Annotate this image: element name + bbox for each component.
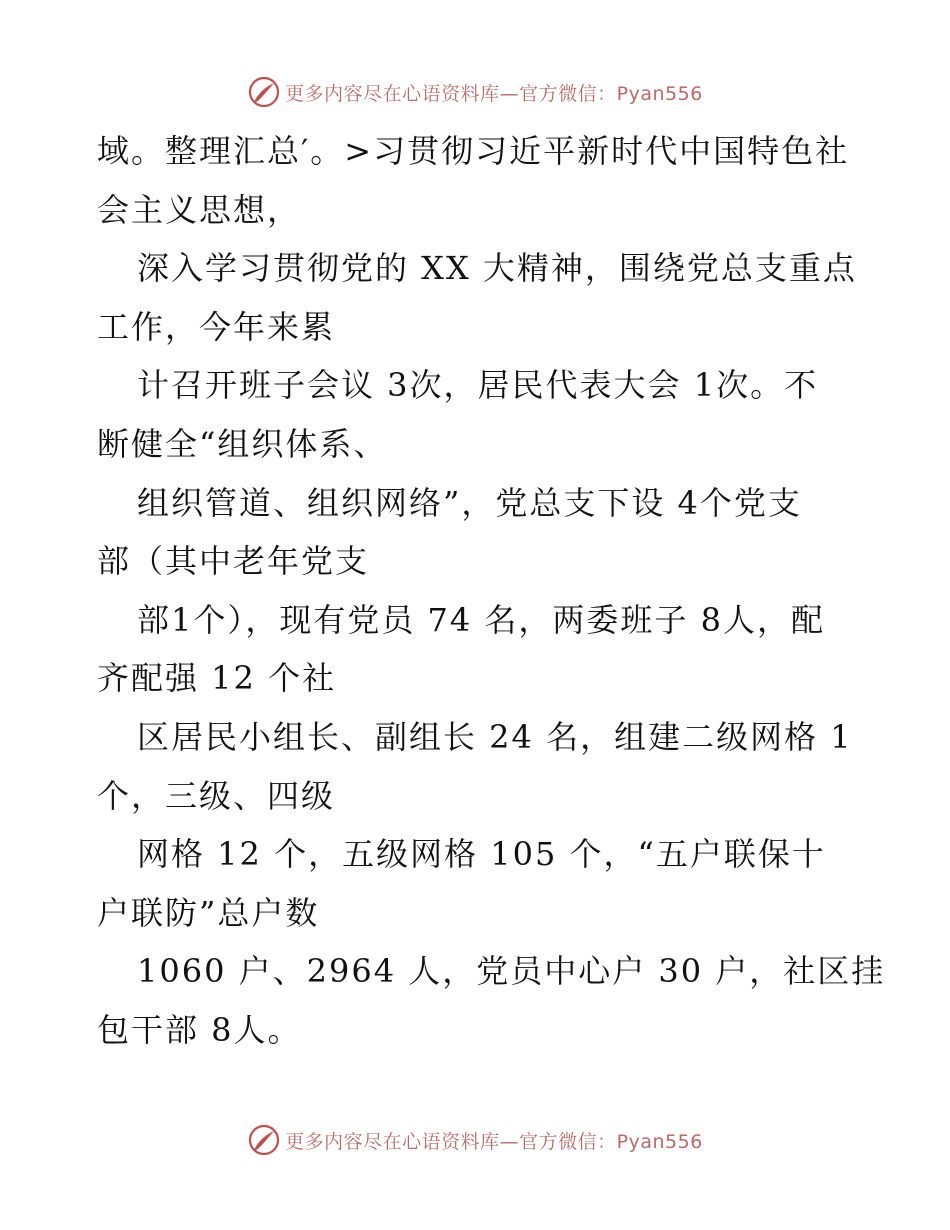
header-watermark <box>0 72 950 112</box>
text-line: 1060 户、2964 人，党员中心户 30 户，社区挂 <box>137 952 886 991</box>
text-line: 断健全“组织体系、 <box>97 424 388 463</box>
quill-pen-logo-icon <box>247 1123 281 1157</box>
text-line: 会主义思想， <box>97 190 302 229</box>
watermark-text: 更多内容尽在心语资料库—官方微信：Pyan556 <box>285 1130 703 1153</box>
watermark-text: 更多内容尽在心语资料库—官方微信：Pyan556 <box>285 82 703 105</box>
text-line: 深入学习贯彻党的 XX 大精神，围绕党总支重点 <box>137 249 857 288</box>
text-line: 户联防”总户数 <box>97 893 320 932</box>
text-line: 工作，今年来累 <box>97 307 336 346</box>
text-line: 个，三级、四级 <box>97 776 336 815</box>
text-line: 网格 12 个，五级网格 105 个，“五户联保十 <box>137 835 826 874</box>
text-line: 部1个），现有党员 74 名，两委班子 8人，配 <box>137 600 825 639</box>
footer-watermark <box>0 1120 950 1160</box>
text-line: 包干部 8人。 <box>97 1010 302 1049</box>
text-line: 域。整理汇总′。>习贯彻习近平新时代中国特色社 <box>97 132 850 170</box>
text-line: 区居民小组长、副组长 24 名，组建二级网格 1 <box>137 717 853 756</box>
text-line: 部（其中老年党支 <box>97 542 370 581</box>
text-line: 齐配强 12 个社 <box>97 659 337 698</box>
text-line: 组织管道、组织网络”，党总支下设 4个党支 <box>137 483 802 522</box>
text-line: 计召开班子会议 3次，居民代表大会 1次。不 <box>137 366 819 405</box>
quill-pen-logo-icon <box>247 75 281 109</box>
document-body <box>97 122 886 1060</box>
